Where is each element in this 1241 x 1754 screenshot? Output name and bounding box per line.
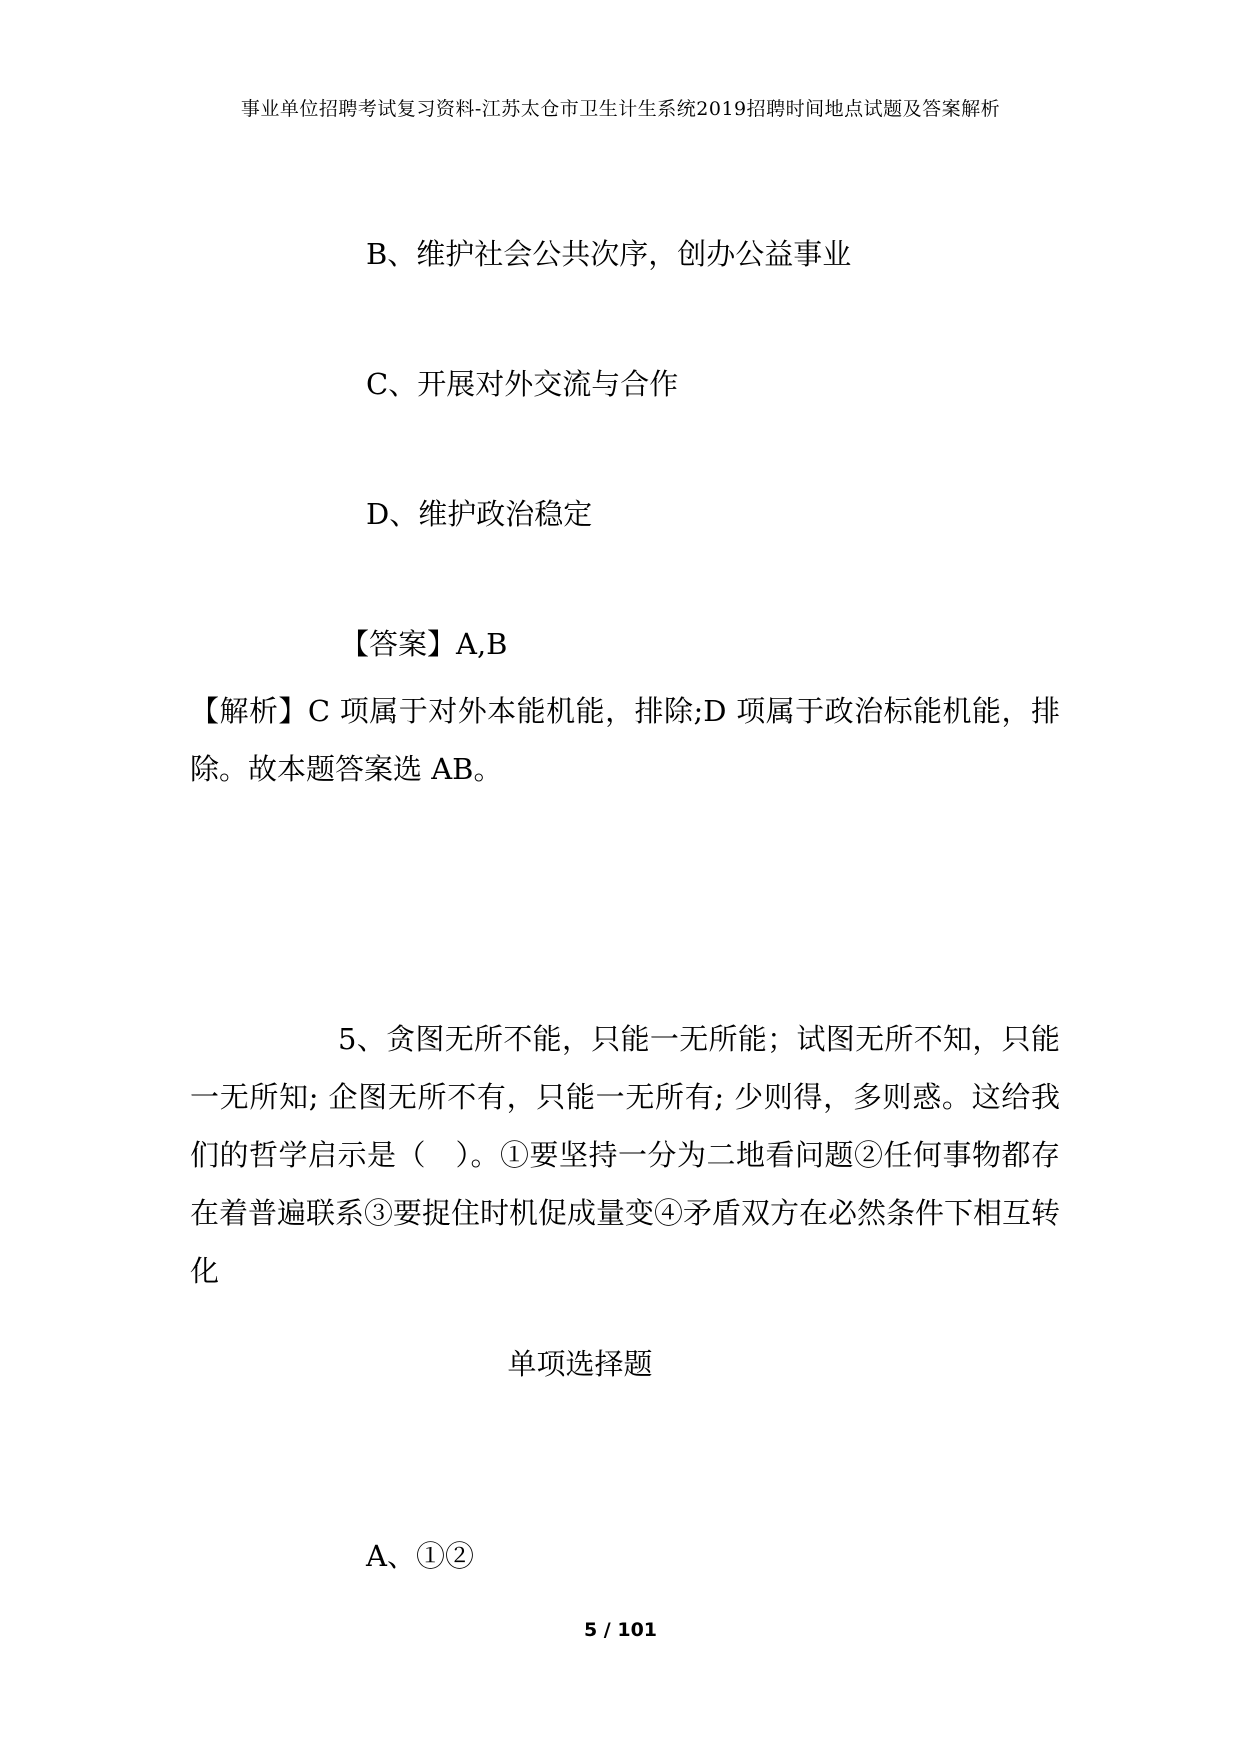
q5-question-type: 单项选择题 <box>507 1347 653 1381</box>
page-number: 5 / 101 <box>583 1619 658 1641</box>
q4-option-d: D、维护政治稳定 <box>366 497 593 531</box>
q4-option-b: B、维护社会公共次序，创办公益事业 <box>366 237 852 271</box>
q4-answer: 【答案】A,B <box>340 627 508 661</box>
q5-stem <box>190 1010 1060 1300</box>
page-header-title: 事业单位招聘考试复习资料-江苏太仓市卫生计生系统2019招聘时间地点试题及答案解析 <box>240 98 1001 120</box>
q4-analysis: 【解析】C 项属于对外本能机能，排除;D 项属于政治标能机能，排除。故本题答案选 AB。 <box>190 694 1060 786</box>
q5-stem-text: 5、贪图无所不能，只能一无所能；试图无所不知，只能一无所知; 企图无所不有，只能一无所有; 少则得，多则惑。这给我们的哲学启示是（ ）。①要坚持一分为二地看问题②任何事物都存在着普遍联系③要捉住时机促成量变④矛盾双方在必然条件下相互转化 <box>190 1022 1061 1288</box>
q4-option-c: C、开展对外交流与合作 <box>366 367 679 401</box>
q5-option-a: A、①② <box>366 1539 474 1573</box>
